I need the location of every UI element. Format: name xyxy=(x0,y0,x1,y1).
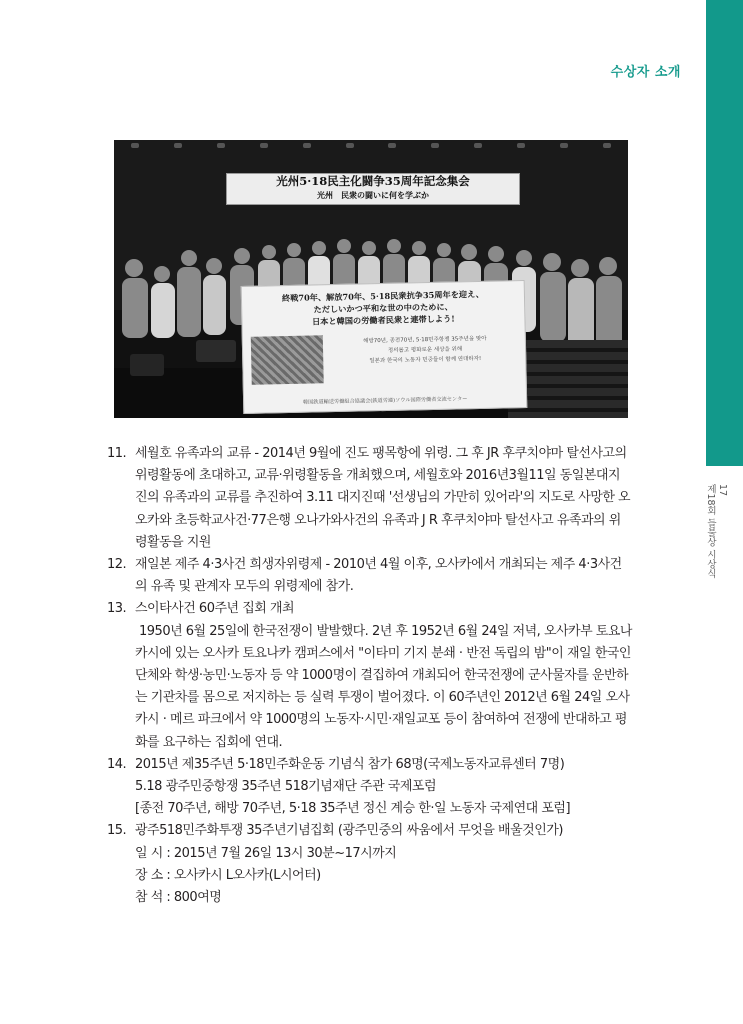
award-details-list xyxy=(107,443,637,909)
publication-title: 제18회 들불상 시상식 xyxy=(705,484,716,579)
item-number: 13. xyxy=(107,601,127,617)
held-banner-photo xyxy=(251,335,324,384)
held-banner-organizations: 韓国鉄道輸送労働組合協議会(鉄道労連)ソウル国際労働者交流センター xyxy=(302,396,468,406)
list-item xyxy=(107,443,637,554)
speaker-left xyxy=(130,354,164,376)
held-banner-japanese: 終戦70年、解放70年、5·18民衆抗争35周年を迎え、 ただしいかつ平和な世の中のために、 日本と韓国の労働者民衆と連帯しよう! xyxy=(281,288,485,327)
item-number: 12. xyxy=(107,557,127,573)
list-item xyxy=(107,754,637,776)
held-banner xyxy=(241,280,528,414)
item-text: 스이타사건 60주년 집회 개최 1950년 6월 25일에 한국전쟁이 발발했다. 2년 후 1952년 6월 24일 저녁, 오사카부 토요나 카시에 있는 오사카 토요나카 캠퍼스에서 "이타미 기지 분쇄 · 반전 독립의 밤"이 재일 한국인 단체와 학생·농민·노동자 등 약 1000명이 결집하여 개최되어 한국전쟁에 군사물자를 운반하 는 기관차를 몸으로 저지하는 등 실력 투쟁이 벌어졌다. 이 60주년인 2012년 6월 24일 오사 카시 · 메르 파크에서 약 1000명의 노동자·시민·재일교포 등이 참여하여 전쟁에 반대하고 평 화를 요구하는 집회에 연대. xyxy=(135,601,632,750)
item-number: 15. xyxy=(107,823,127,839)
page-number: 17 xyxy=(717,484,728,497)
stage-banner-line1: 光州5·18民主化闘争35周年記念集会 xyxy=(276,174,470,188)
list-item xyxy=(107,820,637,842)
item-sub-text: 5.18 광주민중항쟁 35주년 518기념재단 주관 국제포럼 [종전 70주년, 해방 70주년, 5·18 35주년 정신 계승 한·일 노동자 국제연대 포럼] xyxy=(135,779,571,817)
list-item xyxy=(107,598,637,753)
speaker-right xyxy=(196,340,236,362)
item-text: 2015년 제35주년 5·18민주화운동 기념식 참가 68명(국제노동자교류센터 7명) xyxy=(135,756,565,772)
item-number: 14. xyxy=(107,756,127,772)
item-text: 세월호 유족과의 교류 - 2014년 9월에 진도 팽목항에 위령. 그 후 JR 후쿠치야마 탈선사고의 위령활동에 초대하고, 교류·위령활동을 개최했으며, 세월호와 2016년3월11일 동일본대지 진의 유족과의 교류를 추진하여 3.11 대지진때 '선생님의 가만히 있어라'의 지도로 사망한 오 오카와 초등학교사건·77은행 오나가와사건의 유족과 J R 후쿠치야마 탈선사고 유족과의 위 령활동을 지원 xyxy=(135,446,631,550)
stage-banner-line2: 光州 民衆の闘いに何を学ぶか xyxy=(317,190,429,200)
item-sub-text: 일 시 : 2015년 7월 26일 13시 30분~17시까지 장 소 : 오사카시 L오사카(L시어터) 참 석 : 800여명 xyxy=(135,845,397,906)
section-title: 수상자 소개 xyxy=(610,65,681,80)
stage-banner xyxy=(226,173,520,205)
item-text: 재일본 제주 4·3사건 희생자위령제 - 2010년 4월 이후, 오사카에서 개최되는 제주 4·3사건 의 유족 및 관계자 모두의 위령제에 참가. xyxy=(135,557,622,595)
side-page-label xyxy=(703,484,728,578)
stage-lights xyxy=(114,143,628,149)
item-number: 11. xyxy=(107,446,127,461)
side-color-tab xyxy=(706,0,743,466)
event-photo xyxy=(114,140,628,418)
held-banner-korean: 해방70년, 종전70년, 5·18민주항쟁 35주년을 맞아 정의롭고 평화로운 세상을 위해 일본과 한국의 노동자 민중들이 함께 연대하자! xyxy=(363,335,487,365)
item-text: 광주518민주화투쟁 35주년기념집회 (광주민중의 싸움에서 무엇을 배울것인가) xyxy=(135,823,563,839)
list-item xyxy=(107,554,637,598)
